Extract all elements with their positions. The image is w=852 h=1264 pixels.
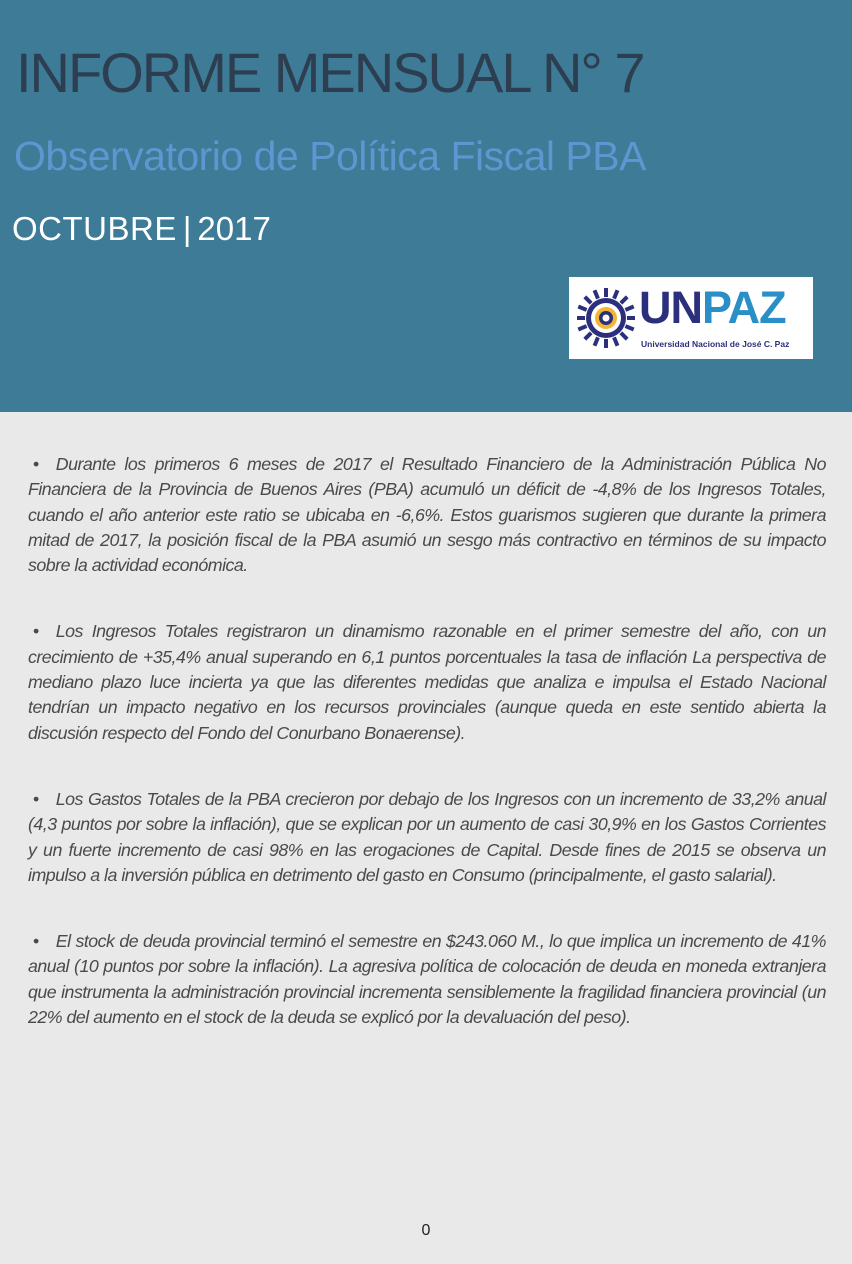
summary-bullet <box>28 619 826 745</box>
logo-tagline: Universidad Nacional de José C. Paz <box>641 339 790 349</box>
report-month: OCTUBRE <box>12 210 177 247</box>
summary-bullet-list <box>28 452 826 1071</box>
logo-word-paz: PAZ <box>702 282 786 333</box>
report-subtitle: Observatorio de Política Fiscal PBA <box>14 133 646 179</box>
header-banner <box>0 0 852 412</box>
bullet-marker: • <box>33 788 39 809</box>
page-number: 0 <box>421 1222 431 1239</box>
bullet-text: Los Gastos Totales de la PBA crecieron por debajo de los Ingresos con un incremento de 33,2% anual (4,3 puntos por sobre la inflación), que se explican por un aumento de casi 30,9% en los Gastos Corrientes y un fuerte incremento de casi 98% en las erogaciones de Capital. Desde fines de 2015 se observa un impulso a la inversión pública en detrimento del gasto en Consumo (principalmente, el gasto salarial). <box>28 788 826 885</box>
unpaz-logo <box>569 277 813 359</box>
bullet-marker: • <box>33 454 39 474</box>
summary-bullet <box>28 929 826 1030</box>
bullet-text: Los Ingresos Totales registraron un dinamismo razonable en el primer semestre del año, con un crecimiento de +35,4% anual superando en 6,1 puntos porcentuales la tasa de inflación La perspectiva de mediano plazo luce incierta ya que las diferentes medidas que analiza e impulsa el Estado Nacional tendrían un impacto negativo en los recursos provinciales (aunque queda en este sentido abierta la discusión respecto del Fondo del Conurbano Bonaerense). <box>28 621 826 743</box>
summary-bullet <box>28 452 826 578</box>
period-separator: | <box>182 210 192 247</box>
bullet-text: Durante los primeros 6 meses de 2017 el Resultado Financiero de la Administración Pública No Financiera de la Provincia de Buenos Aires (PBA) acumuló un déficit de -4,8% de los Ingresos Totales, cuando el año anterior este ratio se ubicaba en -6,6%. Estos guarismos sugieren que durante la primera mitad de 2017, la posición fiscal de la PBA asumió un sesgo más contractivo en términos de su impacto sobre la actividad económica. <box>28 454 826 576</box>
report-title: INFORME MENSUAL N° 7 <box>16 41 644 104</box>
bullet-text: El stock de deuda provincial terminó el semestre en $243.060 M., lo que implica un incremento de 41% anual (10 puntos por sobre la inflación). La agresiva política de colocación de deuda en moneda extranjera que instrumenta la administración provincial incrementa sensiblemente la fragilidad financiera provincial (un 22% del aumento en el stock de la deuda se explicó por la devaluación del peso). <box>28 931 826 1028</box>
bullet-marker: • <box>33 931 39 952</box>
logo-word-un: UN <box>639 282 702 333</box>
unpaz-seal-icon <box>577 286 635 350</box>
report-period <box>12 210 271 248</box>
summary-bullet <box>28 787 826 888</box>
logo-wordmark <box>639 282 786 333</box>
bullet-marker: • <box>33 621 39 642</box>
report-year: 2017 <box>197 210 271 247</box>
